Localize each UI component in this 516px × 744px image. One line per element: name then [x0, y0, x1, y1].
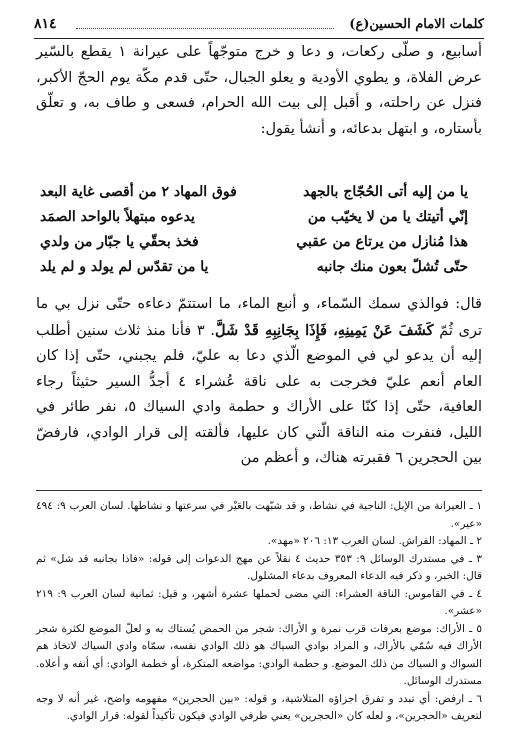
- hemistich-right: هذا مُنازل من يرتاع من عقبي: [296, 234, 468, 250]
- hemistich-left: يدعوه مبتهلاً بالواحد الصمَد: [40, 209, 195, 225]
- footnote: ١ ـ العيرانة من الإبل: الناجية في نشاط، و قد شبّهت بالعَيْر في سرعتها و نشاطها. لسان العرب ٩: ٤٩٤ «عير».: [36, 500, 482, 530]
- poem-verse: [40, 205, 468, 230]
- footnote: ٤ ـ في القاموس: الناقة العشراء: التي مضى لحملها عشرة أشهر، و قيل: ثمانية لسان العرب ٩: ٢١٩ «عشر».: [36, 587, 482, 617]
- running-header: [34, 14, 484, 39]
- footnotes: [36, 498, 482, 726]
- hemistich-left: يا من تقدّس لم يولد و لم يلد: [40, 259, 209, 275]
- paragraph-2-before: قال: فوالذي سمك السّماء، و أنبع الماء، ما استتمّ دعاءه حتّى نزل بي ما ترى ثُمّ: [36, 296, 482, 339]
- poem-verse: [40, 255, 468, 280]
- hemistich-right: إنّي أتيتك يا من لا يخيّب من: [307, 209, 468, 225]
- hemistich-left: فوق المهاد ٢ من أقصى غاية البعد: [40, 184, 237, 200]
- quran-quote: كَشَفَ عَنْ يَمِينِهِ، فَإِذَا بِجَانِبِهِ قَدْ شَلَّ: [215, 321, 434, 339]
- running-title: كلمات الامام الحسين(ع): [349, 17, 484, 32]
- paragraph-1: أسابيع، و صلّى ركعات، و دعا و خرج متوجّهاً على عيرانة ١ يقطع بالسّير عرض الفلاة، و يطوي الأودية و يعلو الجبال، حتّى قدم مكّة يوم الحجّ الأكبر، فنزل عن راحلته، و أقبل إلى بيت الله الحرام، فسعى و طاف به، و تعلّق بأستاره، و ابتهل بدعائه، و أنشأ يقول:: [36, 44, 482, 137]
- paragraph-2: [36, 292, 482, 472]
- footnote: ٣ ـ في مستدرك الوسائل ٩: ٣٥٣ حديث ٤ نقلاً عن مهج الدعوات إلى قوله: «فاذا بجانبه قد شل» ثم قال: الخبر، و ذكر فيه الدعاء المعروف بدعاء المشلول.: [36, 552, 482, 582]
- footnote: ٢ ـ المهاد: الفراش. لسان العرب ١٣: ٢٠٦ «مهد».: [267, 535, 482, 547]
- hemistich-right: حتّى تُشلّ بعون منك جانبه: [316, 259, 468, 275]
- poem: [40, 180, 468, 280]
- poem-verse: [40, 180, 468, 205]
- hemistich-left: فخذ بحقّي يا جبّار من ولدي: [40, 234, 199, 250]
- footnote-separator: [36, 490, 482, 491]
- header-dot-leader: [76, 28, 334, 29]
- hemistich-right: يا من إليه أتى الحُجّاج بالجهد: [303, 184, 468, 200]
- footnote: ٥ ـ الأراك: موضع بعرفات قرب نمرة و الأراك: شجر من الحمض يُستاك به و لعلّ الموضع لكثرة شجر الأراك فيه سُمّي بالأراك، و المراد بوادي السياك هو ذلك الوادي نفسه، سمّاه وادي السياك لاتخاذ هم السواك و السياك من ذلك الموضع. و حطمة الوادي: مواضعه المتكرة، أو خطمة الوادي: أي أنفه و أعلاه. مستدرك الوسائل.: [36, 622, 482, 687]
- poem-verse: [40, 230, 468, 255]
- footnote: ٦ ـ ارفض: أي تبدد و تفرق اجزاؤه المتلاشية، و قوله: «بين الحجرين» مفهومه واضح، غير أنه لا وجه لتعريف «الحجرين»، و لعله كان «الحجرين» يعني طرفي الوادي فيكون تأكيداً لقوله: قرار الوادي.: [36, 692, 482, 722]
- page-number: ٨١٤: [34, 16, 57, 32]
- paragraph-2-after: . ٣ فأنا منذ ثلاث سنين أطلب إليه أن يدعو لي في الموضع الّذي دعا به عليّ، فلم يجبني، حتّى إذا كان العام أنعم عليّ فخرجت به على ناقة عُشراء ٤ أجدُّ السير حثيثاً رجاء العافية، حتّى إذا كنّا على الأراك و حطمة وادي السياك ٥، نفر طائر في الليل، فنفرت منه الناقة الّتي كان عليها، فألقته إلى قرار الوادي، فارفضّ بين الحجرين ٦ فقبرته هناك، و أعظم من: [36, 322, 482, 466]
